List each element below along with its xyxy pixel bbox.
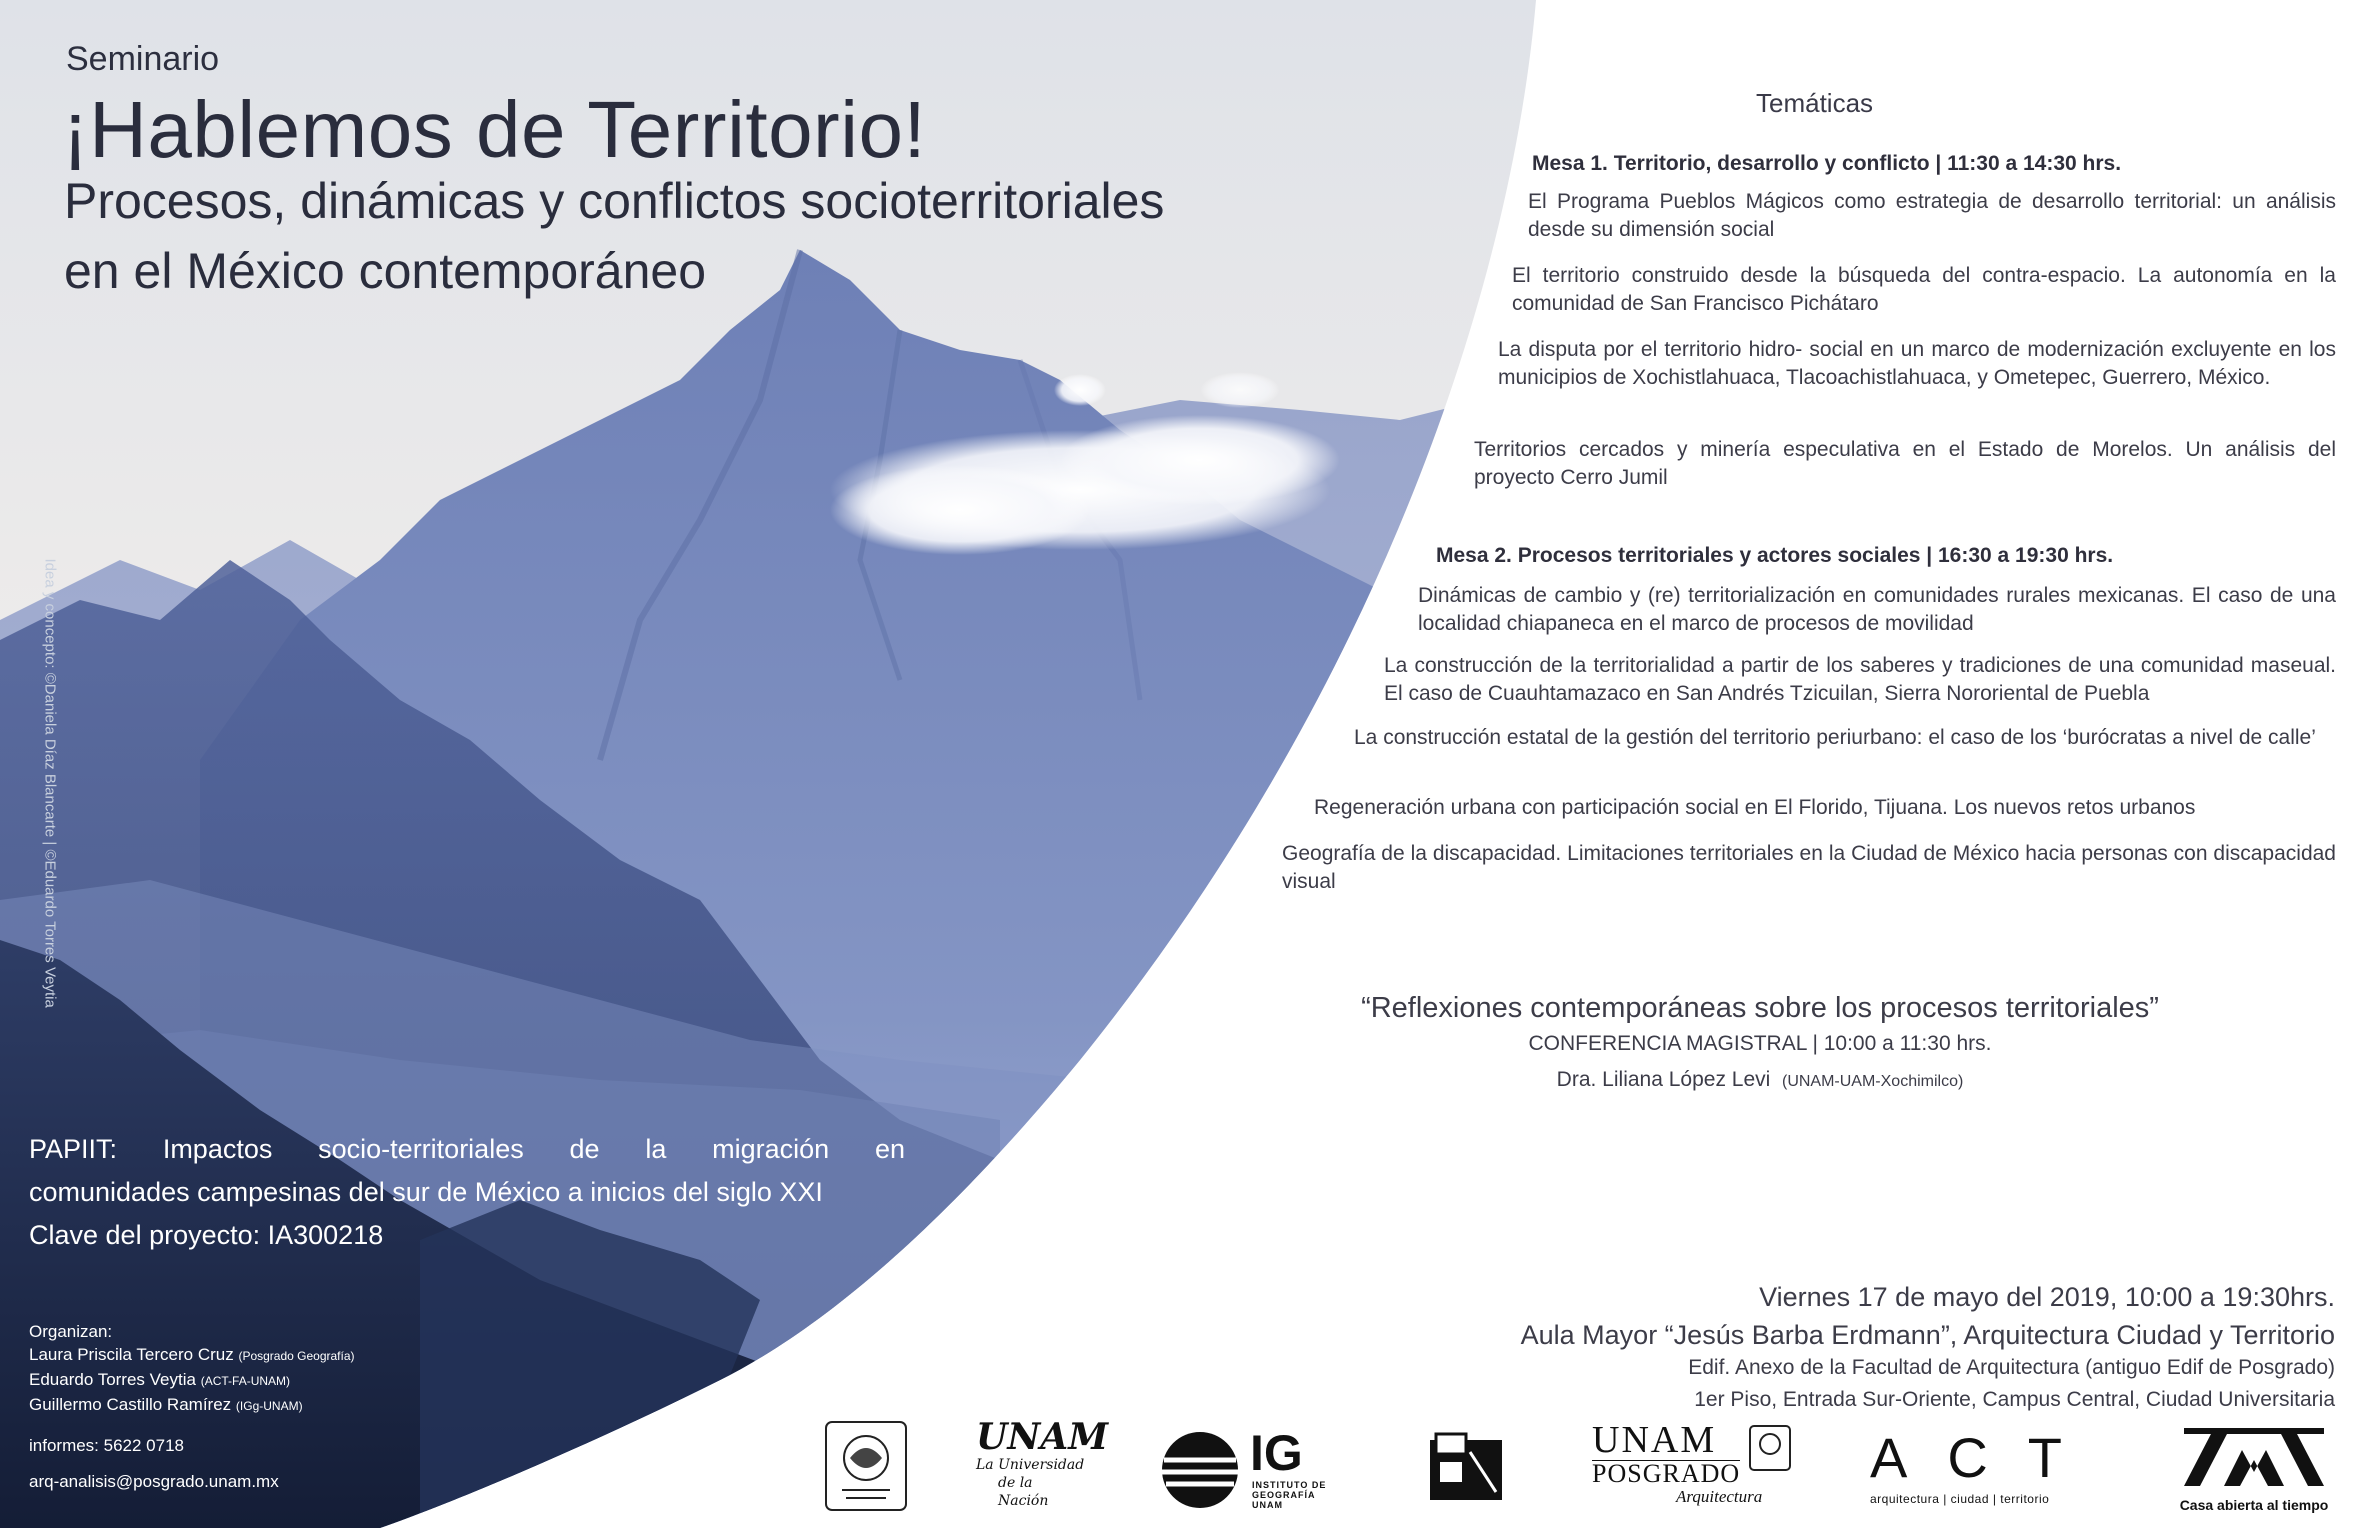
uam-tagline: Casa abierta al tiempo <box>2179 1497 2329 1513</box>
ig-line-1: INSTITUTO DE <box>1252 1480 1327 1490</box>
unam-slogan-1: La Universidad <box>976 1457 1085 1473</box>
act-tagline: arquitectura | ciudad | territorio <box>1870 1492 2050 1506</box>
uam-logo <box>2176 1428 2332 1518</box>
mesa-1-topic: Territorios cercados y minería especulativa en el Estado de Morelos. Un análisis del proyecto Cerro Jumil <box>1474 438 2336 489</box>
posgrado-top: UNAM <box>1592 1419 1717 1461</box>
act-logo <box>1870 1426 2106 1510</box>
mesa-2-topic: La construcción de la territorialidad a partir de los saberes y tradiciones de una comunidad maseual. El caso de Cuauhtamazaco en San Andrés Tzicuilan, Sierra Nororiental de Puebla <box>1384 654 2336 705</box>
mesa-1-topic: El Programa Pueblos Mágicos como estrategia de desarrollo territorial: un análisis desde su dimensión social <box>1528 190 2336 241</box>
main-title: ¡Hablemos de Territorio! <box>62 85 927 174</box>
tematicas-heading: Temáticas <box>1756 88 1874 118</box>
organizers <box>29 1320 355 1418</box>
lab-logo <box>1426 1432 1506 1504</box>
act-letters: ACT <box>1870 1426 2102 1489</box>
project-line-2: comunidades campesinas del sur de México a inicios del siglo XXI <box>29 1177 823 1207</box>
ig-letters: IG <box>1250 1425 1303 1481</box>
event-address: 1er Piso, Entrada Sur-Oriente, Campus Central, Ciudad Universitaria <box>1694 1388 2335 1411</box>
mesa-1-topic: La disputa por el territorio hidro- social en un marco de modernización excluyente en los municipios de Xochistlahuaca, Tlacoachistlahuaca, y Ometepec, Guerrero, México. <box>1498 338 2336 389</box>
uam-mark-icon <box>2184 1428 2324 1488</box>
project-line-1: PAPIIT: Impactos socio-territoriales de la migración en <box>29 1134 905 1164</box>
speaker-name: Dra. Liliana López Levi <box>1556 1068 1771 1091</box>
mesa-2-topic: Geografía de la discapacidad. Limitaciones territoriales en la Ciudad de México hacia personas con discapacidad visual <box>1282 842 2336 893</box>
event-building: Edif. Anexo de la Facultad de Arquitectura (antiguo Edif de Posgrado) <box>1688 1356 2335 1379</box>
organizer-name: Guillermo Castillo Ramírez <box>29 1395 232 1414</box>
posgrado-mid: POSGRADO <box>1592 1459 1741 1488</box>
unam-crest-icon <box>1748 1424 1792 1472</box>
unam-posgrado-logo <box>1592 1420 1802 1510</box>
lecture-type: CONFERENCIA MAGISTRAL | 10:00 a 11:30 hrs. <box>1528 1032 1992 1055</box>
lecture-speaker <box>1310 1068 2210 1092</box>
organizer-affiliation: (ACT-FA-UNAM) <box>200 1374 291 1388</box>
speaker-affiliation: (UNAM-UAM-Xochimilco) <box>1781 1073 1964 1090</box>
project-info <box>29 1128 905 1257</box>
organizer-3 <box>29 1393 355 1418</box>
contact-phone: informes: 5622 0718 <box>29 1436 184 1455</box>
contact-info <box>29 1428 279 1500</box>
mesa-2-topic: Dinámicas de cambio y (re) territorialización en comunidades rurales mexicanas. El caso de una localidad chiapaneca en el marco de procesos de movilidad <box>1418 584 2336 635</box>
unam-script: UNAM <box>976 1416 1109 1458</box>
event-date: Viernes 17 de mayo del 2019, 10:00 a 19:30hrs. <box>1759 1282 2335 1312</box>
mesa-2-topic: Regeneración urbana con participación social en El Florido, Tijuana. Los nuevos retos urbanos <box>1314 796 2196 819</box>
unam-slogan-2: de la Nación <box>998 1475 1049 1509</box>
organizer-affiliation: (Posgrado Geografía) <box>238 1349 355 1363</box>
unam-shield-logo <box>822 1418 910 1514</box>
mesa-1-topic: El territorio construido desde la búsqueda del contra-espacio. La autonomía en la comunidad de San Francisco Pichátaro <box>1512 264 2336 315</box>
ig-logo <box>1160 1425 1336 1510</box>
ig-line-3: UNAM <box>1252 1500 1283 1510</box>
unam-nacion-logo <box>976 1416 1109 1514</box>
ig-line-2: GEOGRAFÍA <box>1252 1490 1316 1500</box>
posgrado-bottom: Arquitectura <box>1676 1487 1763 1506</box>
ig-caption <box>1252 1480 1326 1510</box>
organizers-label: Organizan: <box>29 1322 113 1341</box>
seminar-label: Seminario <box>66 40 220 78</box>
organizer-name: Laura Priscila Tercero Cruz <box>29 1345 234 1364</box>
organizer-name: Eduardo Torres Veytia <box>29 1370 196 1389</box>
project-line-3: Clave del proyecto: IA300218 <box>29 1220 384 1250</box>
mesa-1-heading: Mesa 1. Territorio, desarrollo y conflicto | 11:30 a 14:30 hrs. <box>1532 152 2122 175</box>
mesa-2-heading: Mesa 2. Procesos territoriales y actores sociales | 16:30 a 19:30 hrs. <box>1436 544 2114 567</box>
organizer-1 <box>29 1343 355 1368</box>
contact-email[interactable]: arq-analisis@posgrado.unam.mx <box>29 1472 279 1491</box>
subtitle-line-2: en el México contemporáneo <box>64 243 707 299</box>
organizer-2 <box>29 1368 355 1393</box>
globe-icon <box>1160 1430 1240 1510</box>
mesa-2-topic: La construcción estatal de la gestión del territorio periurbano: el caso de los ‘burócratas a nivel de calle’ <box>1354 726 2316 749</box>
subtitle-line-1: Procesos, dinámicas y conflictos socioterritoriales <box>64 173 1165 229</box>
organizer-affiliation: (IGg-UNAM) <box>235 1399 303 1413</box>
event-venue: Aula Mayor “Jesús Barba Erdmann”, Arquitectura Ciudad y Territorio <box>1520 1320 2335 1350</box>
lecture-title: “Reflexiones contemporáneas sobre los procesos territoriales” <box>1361 992 2159 1024</box>
photo-credit: Idea y concepto: ©Daniela Díaz Blancarte | ©Eduardo Torres Veytia <box>41 558 59 1008</box>
